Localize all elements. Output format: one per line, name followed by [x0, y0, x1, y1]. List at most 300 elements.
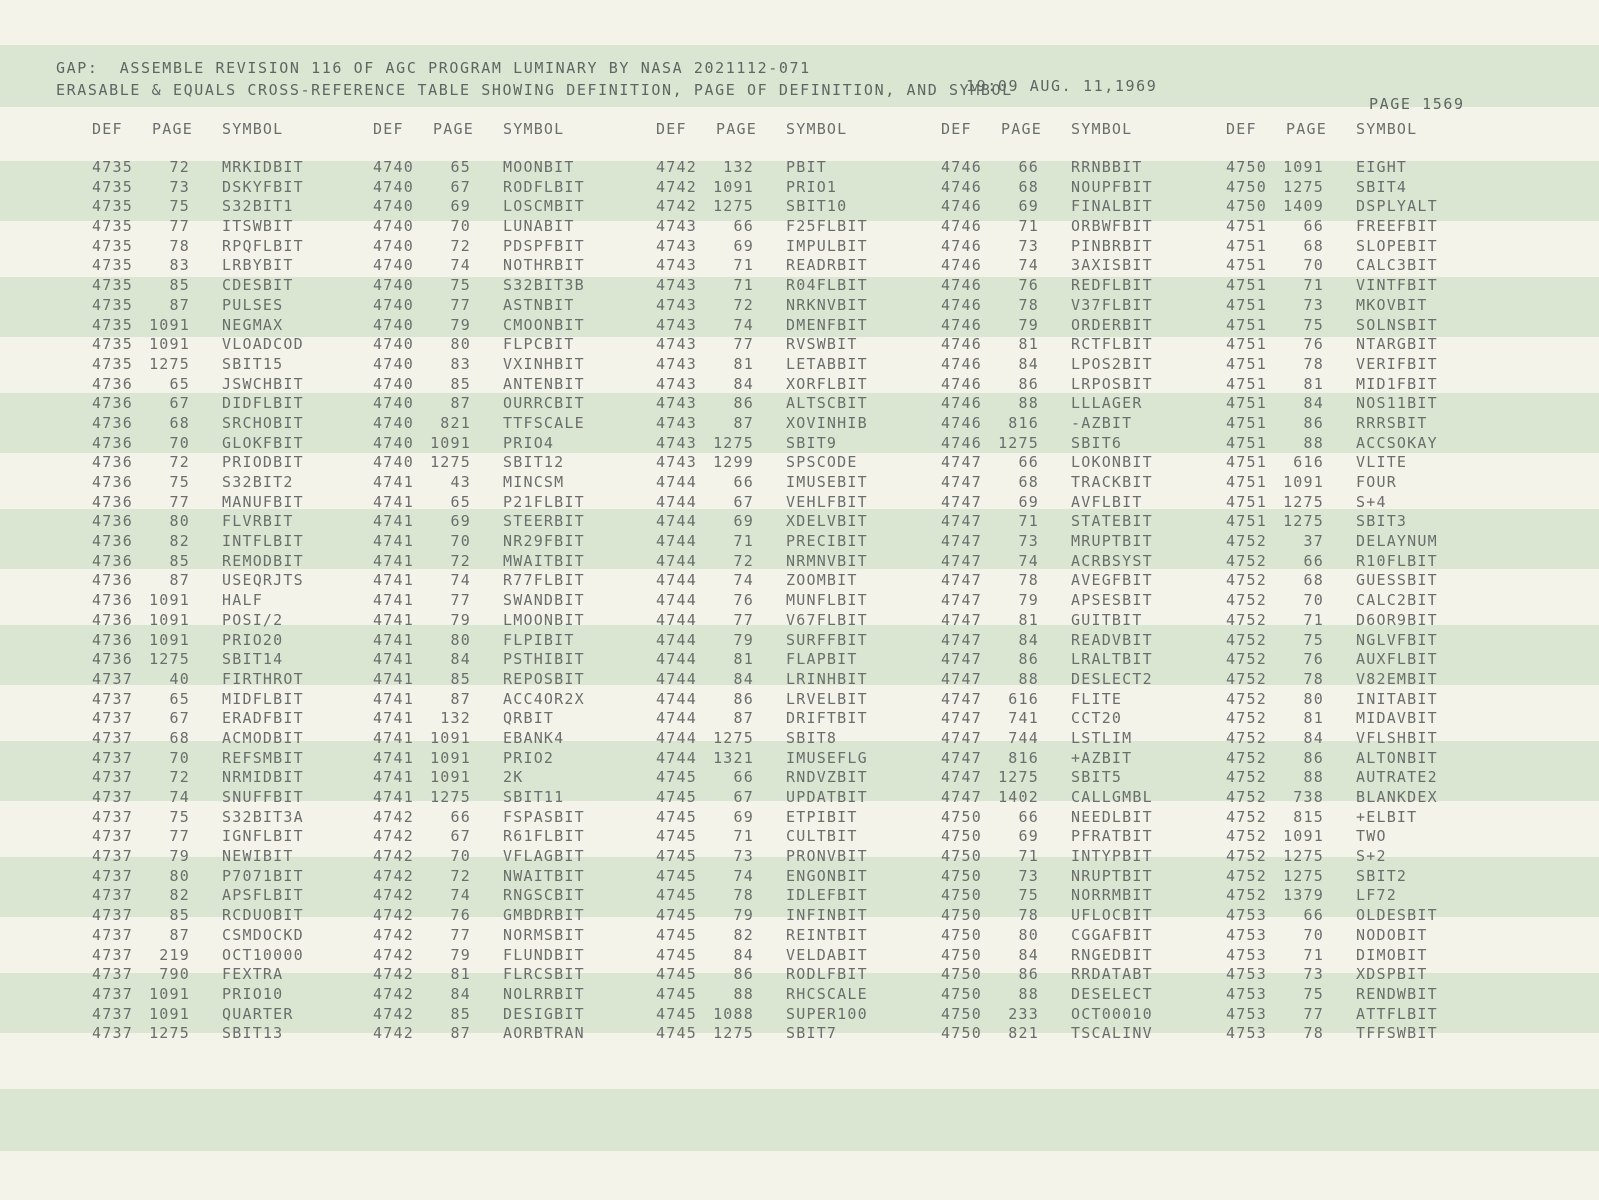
- definition-page: 87: [169, 925, 190, 944]
- table-row: [941, 414, 1231, 434]
- table-row: [373, 394, 663, 414]
- symbol-name: INITABIT: [1356, 689, 1438, 708]
- table-row: [656, 237, 946, 257]
- def-address: 4752: [1226, 886, 1267, 905]
- table-row: [92, 926, 382, 946]
- def-address: 4751: [1226, 492, 1267, 511]
- definition-page: 73: [733, 847, 754, 866]
- definition-page: 815: [1293, 807, 1324, 826]
- symbol-name: ENGONBIT: [786, 866, 868, 885]
- def-address: 4742: [373, 925, 414, 944]
- table-row: [373, 808, 663, 828]
- symbol-name: IMUSEBIT: [786, 473, 868, 491]
- def-address: 4742: [373, 965, 414, 984]
- def-address: 4741: [373, 610, 414, 629]
- symbol-name: PRONVBIT: [786, 847, 868, 866]
- def-address: 4744: [656, 551, 697, 570]
- definition-page: 71: [1303, 610, 1324, 629]
- definition-page: 86: [1303, 413, 1324, 432]
- column-header-row: [92, 120, 382, 158]
- table-row: [1226, 1005, 1516, 1025]
- def-address: 4753: [1226, 906, 1267, 925]
- definition-page: 1275: [149, 1024, 190, 1043]
- symbol-name: PRIO20: [222, 630, 284, 649]
- definition-page: 65: [450, 158, 471, 176]
- def-address: 4747: [941, 473, 982, 491]
- table-row: [373, 473, 663, 493]
- symbol-name: ZOOMBIT: [786, 571, 858, 590]
- table-row: [373, 571, 663, 591]
- table-row: [92, 867, 382, 887]
- table-row: [941, 512, 1231, 532]
- table-row: [941, 827, 1231, 847]
- table-row: [373, 729, 663, 749]
- definition-page: 84: [450, 650, 471, 669]
- def-address: 4743: [656, 453, 697, 472]
- symbol-name: SBIT7: [786, 1024, 838, 1043]
- table-row: [941, 571, 1231, 591]
- table-row: [656, 670, 946, 690]
- definition-page: 821: [1008, 1024, 1039, 1043]
- def-address: 4750: [1226, 158, 1267, 176]
- definition-page: 75: [1303, 630, 1324, 649]
- header-symbol: SYMBOL: [786, 120, 848, 138]
- symbol-name: S32BIT2: [222, 473, 294, 491]
- definition-page: 67: [733, 788, 754, 806]
- def-address: 4752: [1226, 630, 1267, 649]
- symbol-name: NRKNVBIT: [786, 295, 868, 314]
- symbol-name: LRVELBIT: [786, 689, 868, 708]
- symbol-name: SNUFFBIT: [222, 788, 304, 806]
- symbol-name: TRACKBIT: [1071, 473, 1153, 491]
- table-row: [92, 631, 382, 651]
- column-header-row: [941, 120, 1231, 158]
- symbol-name: OLDESBIT: [1356, 906, 1438, 925]
- def-address: 4737: [92, 689, 133, 708]
- table-row: [656, 178, 946, 198]
- def-address: 4744: [656, 728, 697, 747]
- definition-page: 790: [159, 965, 190, 984]
- symbol-name: SBIT4: [1356, 177, 1408, 196]
- table-row: [1226, 394, 1516, 414]
- table-row: [92, 591, 382, 611]
- table-row: [92, 237, 382, 257]
- definition-page: 75: [1303, 315, 1324, 334]
- def-address: 4743: [656, 236, 697, 255]
- symbol-name: FREEFBIT: [1356, 217, 1438, 236]
- def-address: 4740: [373, 413, 414, 432]
- table-row: [941, 316, 1231, 336]
- symbol-name: PRIO1: [786, 177, 838, 196]
- table-row: [1226, 650, 1516, 670]
- table-row: [92, 256, 382, 276]
- def-address: 4751: [1226, 473, 1267, 491]
- def-address: 4746: [941, 217, 982, 236]
- table-column-group: [941, 120, 1231, 1044]
- table-row: [941, 847, 1231, 867]
- definition-page: 1402: [998, 788, 1039, 806]
- definition-page: 68: [169, 413, 190, 432]
- def-address: 4742: [373, 1004, 414, 1023]
- symbol-name: S32BIT3A: [222, 807, 304, 826]
- definition-page: 70: [1303, 591, 1324, 610]
- definition-page: 1275: [1283, 177, 1324, 196]
- program-title: GAP: ASSEMBLE REVISION 116 OF AGC PROGRAM LUMINARY BY NASA 2021112-071: [56, 59, 811, 77]
- symbol-name: S+2: [1356, 847, 1387, 866]
- def-address: 4736: [92, 512, 133, 531]
- definition-page: 1091: [149, 984, 190, 1003]
- def-address: 4753: [1226, 1004, 1267, 1023]
- def-address: 4746: [941, 236, 982, 255]
- table-row: [92, 375, 382, 395]
- definition-page: 84: [1018, 945, 1039, 964]
- symbol-name: EIGHT: [1356, 158, 1408, 176]
- table-row: [373, 788, 663, 808]
- definition-page: 67: [733, 492, 754, 511]
- symbol-name: SURFFBIT: [786, 630, 868, 649]
- def-address: 4736: [92, 650, 133, 669]
- definition-page: 76: [1303, 650, 1324, 669]
- definition-page: 1275: [713, 197, 754, 216]
- definition-page: 1091: [1283, 473, 1324, 491]
- symbol-name: MIDFLBIT: [222, 689, 304, 708]
- symbol-name: IMUSEFLG: [786, 748, 868, 767]
- def-address: 4741: [373, 551, 414, 570]
- def-address: 4737: [92, 847, 133, 866]
- def-address: 4743: [656, 413, 697, 432]
- def-address: 4742: [373, 866, 414, 885]
- symbol-name: GUESSBIT: [1356, 571, 1438, 590]
- symbol-name: OURRCBIT: [503, 394, 585, 413]
- definition-page: 87: [733, 709, 754, 728]
- table-row: [373, 296, 663, 316]
- def-address: 4736: [92, 571, 133, 590]
- definition-page: 1275: [713, 433, 754, 452]
- def-address: 4737: [92, 788, 133, 806]
- definition-page: 76: [733, 591, 754, 610]
- definition-page: 69: [1018, 197, 1039, 216]
- symbol-name: NOLRRBIT: [503, 984, 585, 1003]
- table-row: [92, 690, 382, 710]
- symbol-name: AUTRATE2: [1356, 768, 1438, 787]
- definition-page: 69: [733, 807, 754, 826]
- table-row: [656, 296, 946, 316]
- definition-page: 69: [1018, 827, 1039, 846]
- table-row: [1226, 158, 1516, 178]
- definition-page: 73: [169, 177, 190, 196]
- symbol-name: RNGSCBIT: [503, 886, 585, 905]
- table-row: [373, 906, 663, 926]
- def-address: 4743: [656, 433, 697, 452]
- def-address: 4750: [941, 984, 982, 1003]
- def-address: 4745: [656, 847, 697, 866]
- symbol-name: R77FLBIT: [503, 571, 585, 590]
- table-row: [656, 631, 946, 651]
- def-address: 4740: [373, 315, 414, 334]
- print-timestamp: 19:09 AUG. 11,1969: [966, 77, 1158, 95]
- definition-page: 1091: [430, 433, 471, 452]
- def-address: 4740: [373, 374, 414, 393]
- symbol-name: SLOPEBIT: [1356, 236, 1438, 255]
- definition-page: 72: [169, 453, 190, 472]
- definition-page: 76: [1018, 276, 1039, 295]
- def-address: 4736: [92, 413, 133, 432]
- symbol-name: REPOSBIT: [503, 669, 585, 688]
- table-row: [656, 1024, 946, 1044]
- def-address: 4743: [656, 256, 697, 275]
- def-address: 4746: [941, 295, 982, 314]
- symbol-name: INFINBIT: [786, 906, 868, 925]
- def-address: 4752: [1226, 847, 1267, 866]
- definition-page: 72: [733, 551, 754, 570]
- table-row: [941, 473, 1231, 493]
- symbol-name: NOS11BIT: [1356, 394, 1438, 413]
- symbol-name: 3AXISBIT: [1071, 256, 1153, 275]
- table-row: [373, 197, 663, 217]
- table-row: [92, 512, 382, 532]
- definition-page: 43: [450, 473, 471, 491]
- definition-page: 70: [1303, 925, 1324, 944]
- definition-page: 79: [450, 945, 471, 964]
- def-address: 4741: [373, 512, 414, 531]
- definition-page: 616: [1293, 453, 1324, 472]
- symbol-name: FLITE: [1071, 689, 1123, 708]
- symbol-name: +AZBIT: [1071, 748, 1133, 767]
- def-address: 4747: [941, 689, 982, 708]
- table-row: [92, 276, 382, 296]
- symbol-name: MANUFBIT: [222, 492, 304, 511]
- definition-page: 1409: [1283, 197, 1324, 216]
- def-address: 4751: [1226, 256, 1267, 275]
- table-row: [92, 906, 382, 926]
- symbol-name: REFSMBIT: [222, 748, 304, 767]
- definition-page: 66: [733, 217, 754, 236]
- header-symbol: SYMBOL: [1356, 120, 1418, 138]
- symbol-name: ALTSCBIT: [786, 394, 868, 413]
- definition-page: 85: [169, 906, 190, 925]
- definition-page: 73: [1303, 295, 1324, 314]
- table-row: [92, 670, 382, 690]
- table-row: [1226, 197, 1516, 217]
- definition-page: 87: [450, 1024, 471, 1043]
- table-row: [941, 178, 1231, 198]
- def-address: 4747: [941, 532, 982, 551]
- symbol-name: LLLAGER: [1071, 394, 1143, 413]
- symbol-name: NGLVFBIT: [1356, 630, 1438, 649]
- definition-page: 79: [450, 610, 471, 629]
- def-address: 4735: [92, 335, 133, 354]
- definition-page: 77: [450, 925, 471, 944]
- definition-page: 84: [1018, 354, 1039, 373]
- table-row: [656, 394, 946, 414]
- table-row: [941, 768, 1231, 788]
- definition-page: 75: [450, 276, 471, 295]
- def-address: 4737: [92, 748, 133, 767]
- def-address: 4752: [1226, 788, 1267, 806]
- def-address: 4745: [656, 788, 697, 806]
- symbol-name: MINCSM: [503, 473, 565, 491]
- def-address: 4743: [656, 335, 697, 354]
- def-address: 4747: [941, 571, 982, 590]
- table-row: [1226, 867, 1516, 887]
- definition-page: 66: [450, 807, 471, 826]
- table-row: [1226, 316, 1516, 336]
- definition-page: 1299: [713, 453, 754, 472]
- definition-page: 74: [450, 571, 471, 590]
- symbol-name: MKOVBIT: [1356, 295, 1428, 314]
- def-address: 4741: [373, 650, 414, 669]
- definition-page: 821: [440, 413, 471, 432]
- header-page: PAGE: [1001, 120, 1042, 138]
- definition-page: 1275: [998, 433, 1039, 452]
- table-row: [656, 335, 946, 355]
- definition-page: 71: [733, 532, 754, 551]
- definition-page: 81: [1018, 335, 1039, 354]
- symbol-name: PRECIBIT: [786, 532, 868, 551]
- def-address: 4737: [92, 669, 133, 688]
- def-address: 4735: [92, 177, 133, 196]
- definition-page: 74: [450, 886, 471, 905]
- definition-page: 68: [1303, 236, 1324, 255]
- symbol-name: MOONBIT: [503, 158, 575, 176]
- definition-page: 84: [733, 945, 754, 964]
- table-row: [92, 709, 382, 729]
- definition-page: 744: [1008, 728, 1039, 747]
- def-address: 4751: [1226, 315, 1267, 334]
- table-row: [941, 552, 1231, 572]
- symbol-name: GLOKFBIT: [222, 433, 304, 452]
- def-address: 4736: [92, 374, 133, 393]
- symbol-name: ERADFBIT: [222, 709, 304, 728]
- def-address: 4737: [92, 866, 133, 885]
- header-page: PAGE: [152, 120, 193, 138]
- def-address: 4744: [656, 591, 697, 610]
- definition-page: 69: [450, 512, 471, 531]
- symbol-name: RCDUOBIT: [222, 906, 304, 925]
- definition-page: 1091: [713, 177, 754, 196]
- table-row: [656, 256, 946, 276]
- def-address: 4745: [656, 866, 697, 885]
- def-address: 4741: [373, 630, 414, 649]
- symbol-name: FOUR: [1356, 473, 1397, 491]
- table-row: [373, 985, 663, 1005]
- table-row: [373, 611, 663, 631]
- symbol-name: DSPLYALT: [1356, 197, 1438, 216]
- symbol-name: LRBYBIT: [222, 256, 294, 275]
- table-row: [1226, 985, 1516, 1005]
- header-symbol: SYMBOL: [503, 120, 565, 138]
- def-address: 4752: [1226, 650, 1267, 669]
- symbol-name: EBANK4: [503, 728, 565, 747]
- symbol-name: 2K: [503, 768, 524, 787]
- symbol-name: D6OR9BIT: [1356, 610, 1438, 629]
- def-address: 4744: [656, 473, 697, 491]
- table-row: [373, 355, 663, 375]
- definition-page: 71: [1018, 512, 1039, 531]
- symbol-name: SPSCODE: [786, 453, 858, 472]
- symbol-name: NORRMBIT: [1071, 886, 1153, 905]
- definition-page: 77: [733, 335, 754, 354]
- definition-page: 79: [1018, 591, 1039, 610]
- definition-page: 132: [440, 709, 471, 728]
- def-address: 4742: [373, 945, 414, 964]
- symbol-name: OCT00010: [1071, 1004, 1153, 1023]
- symbol-name: V67FLBIT: [786, 610, 868, 629]
- definition-page: 77: [1303, 1004, 1324, 1023]
- symbol-name: RCTFLBIT: [1071, 335, 1153, 354]
- table-row: [373, 926, 663, 946]
- definition-page: 75: [1303, 984, 1324, 1003]
- table-row: [92, 749, 382, 769]
- def-address: 4736: [92, 473, 133, 491]
- header-page: PAGE: [1286, 120, 1327, 138]
- def-address: 4740: [373, 433, 414, 452]
- def-address: 4751: [1226, 295, 1267, 314]
- def-address: 4737: [92, 1004, 133, 1023]
- definition-page: 78: [1018, 571, 1039, 590]
- symbol-name: APSFLBIT: [222, 886, 304, 905]
- symbol-name: NODOBIT: [1356, 925, 1428, 944]
- table-row: [941, 453, 1231, 473]
- def-address: 4747: [941, 551, 982, 570]
- definition-page: 741: [1008, 709, 1039, 728]
- table-row: [373, 768, 663, 788]
- def-address: 4743: [656, 394, 697, 413]
- def-address: 4737: [92, 945, 133, 964]
- symbol-name: VEHLFBIT: [786, 492, 868, 511]
- definition-page: 82: [169, 886, 190, 905]
- table-row: [1226, 256, 1516, 276]
- column-header-row: [373, 120, 663, 158]
- symbol-name: F25FLBIT: [786, 217, 868, 236]
- def-address: 4737: [92, 807, 133, 826]
- definition-page: 75: [169, 807, 190, 826]
- table-row: [1226, 473, 1516, 493]
- table-row: [941, 591, 1231, 611]
- table-row: [656, 946, 946, 966]
- definition-page: 70: [450, 847, 471, 866]
- symbol-name: QRBIT: [503, 709, 555, 728]
- definition-page: 71: [1303, 945, 1324, 964]
- table-column-group: [656, 120, 946, 1044]
- symbol-name: TFFSWBIT: [1356, 1024, 1438, 1043]
- table-row: [656, 768, 946, 788]
- symbol-name: RNDVZBIT: [786, 768, 868, 787]
- symbol-name: SBIT11: [503, 788, 565, 806]
- table-row: [92, 532, 382, 552]
- symbol-name: FLPCBIT: [503, 335, 575, 354]
- symbol-name: LUNABIT: [503, 217, 575, 236]
- symbol-name: VINTFBIT: [1356, 276, 1438, 295]
- table-row: [941, 394, 1231, 414]
- table-row: [1226, 946, 1516, 966]
- definition-page: 80: [1018, 925, 1039, 944]
- def-address: 4742: [373, 984, 414, 1003]
- symbol-name: IGNFLBIT: [222, 827, 304, 846]
- definition-page: 74: [733, 571, 754, 590]
- definition-page: 87: [450, 394, 471, 413]
- def-address: 4751: [1226, 217, 1267, 236]
- def-address: 4747: [941, 650, 982, 669]
- table-row: [941, 808, 1231, 828]
- symbol-name: ACMODBIT: [222, 728, 304, 747]
- definition-page: 616: [1008, 689, 1039, 708]
- def-address: 4746: [941, 335, 982, 354]
- symbol-name: TSCALINV: [1071, 1024, 1153, 1043]
- symbol-name: FLAPBIT: [786, 650, 858, 669]
- table-row: [1226, 414, 1516, 434]
- symbol-name: S+4: [1356, 492, 1387, 511]
